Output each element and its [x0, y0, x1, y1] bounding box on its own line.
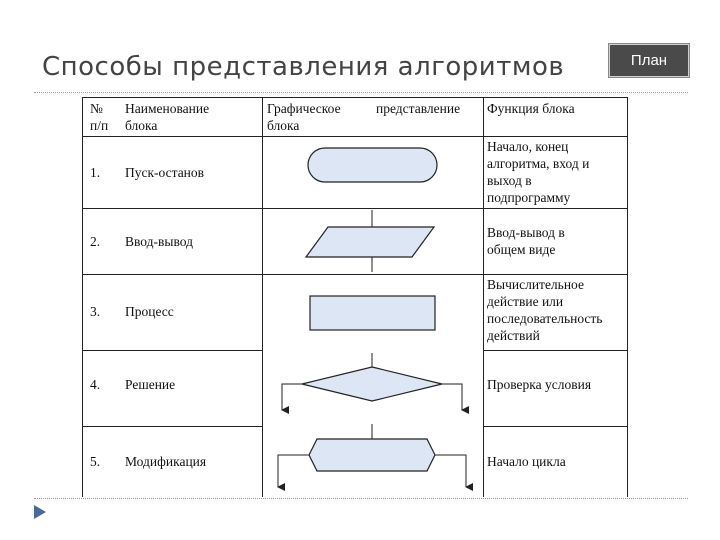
row-1-function-line2: алгоритма, вход и: [487, 156, 590, 171]
bottom-divider: [34, 498, 688, 499]
row-3-name: Процесс: [125, 304, 174, 319]
hexagon-right-arrow: [435, 455, 466, 487]
header-graphic-line1b: представление: [376, 101, 461, 116]
row-3-function-line1: Вычислительное: [487, 277, 584, 292]
header-name-line2: блока: [125, 118, 158, 133]
triangle-bullet-icon: [33, 504, 47, 520]
row-1-function-line4: подпрограмму: [487, 190, 571, 205]
blocks-table: [82, 97, 628, 497]
row-2-function-line1: Ввод-вывод в: [487, 225, 565, 240]
row-1-function-line3: выход в: [487, 173, 532, 188]
plan-button[interactable]: План: [609, 44, 689, 77]
row-2-name: Ввод-вывод: [125, 234, 193, 249]
top-divider: [34, 92, 688, 93]
decision-left-arrow: [282, 384, 302, 410]
io-parallelogram-shape: [306, 227, 434, 257]
row-5-name: Модификация: [125, 454, 207, 469]
modification-hexagon-shape: [309, 439, 435, 471]
row-5-num: 5.: [90, 454, 101, 469]
row-3-num: 3.: [90, 304, 101, 319]
flowchart-shapes: [82, 97, 628, 497]
header-graphic-line2: блока: [267, 118, 300, 133]
row-1-function-line1: Начало, конец: [487, 139, 569, 154]
row-1-name: Пуск-останов: [125, 165, 205, 180]
decision-right-arrow: [442, 384, 462, 410]
row-3-function-line3: последовательность: [487, 311, 603, 326]
header-function: Функция блока: [487, 101, 575, 116]
row-4-name: Решение: [125, 377, 176, 392]
row-4-function-line1: Проверка условия: [487, 377, 592, 392]
row-2-function-line2: общем виде: [487, 242, 556, 257]
row-5-function-line1: Начало цикла: [487, 454, 566, 469]
header-num-line2: п/п: [90, 118, 109, 133]
decision-diamond-shape: [302, 367, 442, 401]
slide-title: Способы представления алгоритмов: [42, 52, 565, 82]
terminator-shape: [308, 148, 437, 182]
header-graphic-line1: Графическое: [267, 101, 341, 116]
row-4-num: 4.: [90, 377, 101, 392]
row-2-num: 2.: [90, 234, 101, 249]
process-rectangle-shape: [310, 296, 435, 330]
header-num-line1: №: [90, 101, 103, 116]
row-3-function-line2: действие или: [487, 294, 564, 309]
hexagon-left-arrow: [278, 455, 309, 487]
row-3-function-line4: действий: [487, 328, 540, 343]
header-name-line1: Наименование: [125, 101, 210, 116]
row-1-num: 1.: [90, 165, 101, 180]
